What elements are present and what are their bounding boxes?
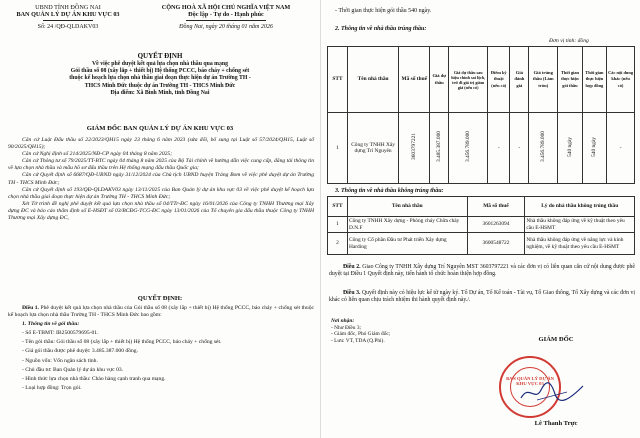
issuing-agency: UBND TỈNH ĐỒNG NAI BAN QUẢN LÝ DỰ ÁN KHU VỰC 03 Số: 24 /QĐ-QLDAKV03 [4, 4, 132, 31]
decision-subject: Về việc phê duyệt kết quả lựa chọn nhà thầu qua mạng Gói thầu số 08 (xây lắp + thiết bị) Hệ thống PCCC, báo cháy + chống sét thuộc kế hoạch lựa chọn nhà thầu giai đoạn thực hiện dự án Trường TH - THCS Minh Đức thuộc dự án Trường TH - THCS Minh Đức Địa điểm: Xã Bình Minh, tỉnh Đồng Nai [69, 61, 251, 96]
loser-row: 2 Công ty Cổ phần Đầu tư Phát triển Xây dựng Harding 3600548722 Nhà thầu không đáp ứng về năng lực và kinh nghiệm, về kỹ thuật theo yêu cầu E-HSMT [328, 233, 635, 255]
winner-section-title: 2. Thông tin về nhà thầu trúng thầu: [335, 26, 427, 32]
issuing-authority: GIÁM ĐỐC BAN QUẢN LÝ DỰ ÁN KHU VỰC 03 [86, 125, 234, 132]
decision-heading: QUYẾT ĐỊNH [137, 52, 183, 60]
doc-number: Số: 24 /QĐ-QLDAKV03 [37, 23, 99, 30]
loser-section-title: 3. Thông tin về nhà thầu không trúng thầu: [335, 188, 444, 194]
document-page-2 [320, 0, 640, 438]
recipients: Nơi nhận: - Như Điều 3; - Giám đốc, Phó Giám đốc; - Lưu: VT, TDA (Q.Phi). [331, 318, 391, 344]
article-3: Điều 3. Quyết định này có hiệu lực kể từ ngày ký. Tổ Dự án, Tổ Kế toán - Tài vụ, Tổ Giao thông, Tổ Xây dựng và các đơn vị khác có liên quan chịu trách nhiệm thi hành quyết định này./. [329, 290, 635, 304]
signer-name: Lê Thanh Trực [534, 420, 578, 427]
legal-basis: Căn cứ Luật Đấu thầu số 22/2023/QH15 ngày 23 tháng 6 năm 2023 (sửa đổi, bổ sung tại Luật số 57/2024/QH15, Luật số 90/2025/QH15); Căn cứ Nghị định số 214/2025/NĐ-CP ngày 04 tháng 8 năm 2025; Căn cứ Thông tư số 79/2025/TT-BTC ngày 04 tháng 8 năm 2025 của Bộ Tài chính về hướng dẫn việc cung cấp, đăng tải thông tin về lựa chọn nhà thầu và mẫu hồ sơ đấu thầu trên Hệ thống mạng đấu thầu Quốc gia; Căn cứ Quyết định số 6687/QĐ-UBND ngày 31/12/2024 của Chủ tịch UBND huyện Trảng Bom về việc phê duyệt dự án Trường TH - THCS Minh Đức; Căn cứ Quyết định số 193/QĐ-QLDAKV03 ngày 13/11/2025 của Ban Quản lý dự án khu vực 03 về việc phê duyệt kế hoạch lựa chọn nhà thầu giai đoạn thực hiện dự án Trường TH - THCS Minh Đức; Xét Tờ trình đề nghị phê duyệt kết quả lựa chọn nhà thầu số 04/TTr-ĐC ngày 16/01/2026 của Công ty TNHH Thương mại Xây dựng ĐC và báo cáo thẩm định số E-HSĐT số 03/BCĐG-TCG-ĐC ngày 13/01/2026 của Tổ chuyên gia đấu thầu thuộc Công ty TNHH Thương mại Xây dựng ĐC, [8, 137, 314, 222]
national-motto: CỘNG HOÀ XÃ HỘI CHỦ NGHĨA VIỆT NAM Độc lập - Tự do - Hạnh phúc Đồng Nai, ngày 20 tháng 01 năm 2026 [136, 4, 316, 31]
duration-line: - Thời gian thực hiện gói thầu 540 ngày. [335, 8, 432, 14]
article-1: Điều 1. Phê duyệt kết quả lựa chọn nhà thầu của Gói thầu số 08 (xây lắp + thiết bị) Hệ thống PCCC, báo cháy + chống sét thuộc kế hoạch lựa chọn nhà thầu Trường TH - THCS Minh Đức bao gồm: 1. Thông tin về gói thầu: - Số E-TBMT: IB2500579695-01. - Tên gói thầu: Gói thầu số 08 (xây lắp + thiết bị) Hệ thống PCCC, báo cháy + chống sét. - Giá gói thầu được phê duyệt: 3.485.387.000 đồng. - Nguồn vốn: Vốn ngân sách tỉnh. - Chủ đầu tư: Ban Quản lý dự án khu vực 03. - Hình thức lựa chọn nhà thầu: Chào hàng cạnh tranh qua mạng. - Loại hợp đồng: Trọn gói. [8, 305, 314, 391]
winner-table: STT Tên nhà thầu Mã số thuế Giá dự thầu Giá dự thầu sau hiệu chỉnh sai lệch, trừ đi giá trị giảm giá (nếu có) Điểm kỹ thuật (nếu có) Giá đánh giá Giá trúng thầu (Làm tròn) Thời gian thực hiện gói thầu Thời gian thực hiện hợp đồng Các nội dung khác (nếu có) 1 Công ty TNHH Xây dựng Trí Nguyên 3603797221 3.485.387.000 3.456.789.000 - - 3.456.789.000 540 ngày 540 ngày - [327, 46, 635, 184]
article-2: Điều 2. Giao Công ty TNHH Xây dựng Trí Nguyên MST 3603797221 và các đơn vị có liên quan căn cứ nội dung được phê duyệt tại Điều 1 Quyết định này, tiến hành tổ chức hoàn thiện hợp đồng. [329, 264, 635, 278]
official-seal: BAN QUẢN LÝ DỰ ÁN KHU VỰC 03 [499, 356, 561, 418]
loser-table: STT Tên nhà thầu Mã số thuế Lý do nhà thầu không trúng thầu 1 Công ty TNHH Xây dựng - Phòng cháy Chữa cháy D.N.F 3601263094 Nhà thầu không đáp ứng về kỹ thuật theo yêu cầu E-HSMT 2 Công ty Cổ phần Đầu tư Phát triển Xây dựng Harding 3600548722 Nhà thầu không đáp ứng về năng lực và kinh nghiệm, về kỹ thuật theo yêu cầu E-HSMT [327, 196, 635, 255]
winner-row: 1 Công ty TNHH Xây dựng Trí Nguyên 3603797221 3.485.387.000 3.456.789.000 - - 3.456.789.000 540 ngày 540 ngày - [328, 113, 635, 184]
date-line: Đồng Nai, ngày 20 tháng 01 năm 2026 [179, 23, 273, 30]
currency-unit: Đơn vị tính: đồng [549, 38, 589, 44]
decides-heading: QUYẾT ĐỊNH: [137, 295, 183, 302]
loser-row: 1 Công ty TNHH Xây dựng - Phòng cháy Chữa cháy D.N.F 3601263094 Nhà thầu không đáp ứng về kỹ thuật theo yêu cầu E-HSMT [328, 217, 635, 233]
signer-title: GIÁM ĐỐC [538, 336, 574, 343]
signature [517, 380, 587, 404]
